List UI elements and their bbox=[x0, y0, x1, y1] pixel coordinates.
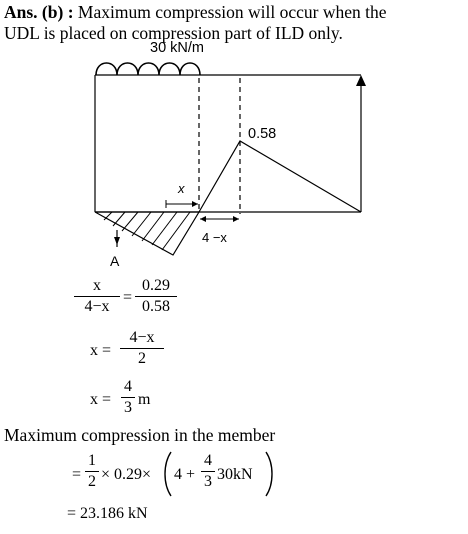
eq1-lhs-den: 4−x bbox=[84, 298, 110, 315]
x-dim-arrow-right bbox=[192, 201, 198, 207]
point-a-arrow-head bbox=[114, 237, 120, 245]
point-a-label: A bbox=[110, 253, 120, 269]
compression-region bbox=[95, 212, 199, 255]
answer-label: Ans. (b) : bbox=[4, 2, 74, 22]
eq1-equals: = bbox=[123, 289, 133, 306]
intro-line-1-text: Maximum compression will occur when the bbox=[73, 2, 387, 22]
eq2-den: 2 bbox=[138, 350, 146, 367]
eq1-lhs-bar bbox=[74, 296, 120, 297]
load-label: 30 kN/m bbox=[150, 40, 204, 56]
eq2-bar bbox=[120, 348, 164, 349]
eq3-lhs: x = bbox=[90, 391, 112, 408]
eq3-fraction bbox=[121, 378, 135, 417]
four-minus-x-arrow-right bbox=[233, 216, 239, 222]
udl-coils bbox=[96, 63, 200, 75]
eq4-right-paren bbox=[264, 450, 276, 498]
four-minus-x-arrow-left bbox=[200, 216, 206, 222]
eq3-bar bbox=[121, 397, 135, 398]
eq4-half-den: 2 bbox=[88, 473, 96, 490]
eq4-inner-den: 3 bbox=[204, 473, 212, 490]
eq1-lhs-num: x bbox=[93, 277, 101, 294]
eq4-half-num: 1 bbox=[88, 452, 96, 469]
eq4-half-bar bbox=[85, 471, 99, 472]
eq4-left-paren bbox=[161, 450, 173, 498]
result-line: = 23.186 kN bbox=[67, 505, 148, 522]
eq4-half-fraction bbox=[85, 452, 99, 491]
eq4-equals: = bbox=[72, 466, 82, 483]
intro-line-2: UDL is placed on compression part of ILD only. bbox=[4, 23, 343, 43]
eq4-inner-fraction bbox=[201, 452, 215, 491]
eq4-inner-a: 4 + bbox=[174, 466, 196, 483]
x-dimension-label: x bbox=[178, 181, 185, 196]
eq1-rhs-den: 0.58 bbox=[142, 298, 170, 315]
eq3-den: 3 bbox=[124, 399, 132, 416]
eq1-rhs-num: 0.29 bbox=[142, 277, 170, 294]
eq2-num: 4−x bbox=[129, 329, 155, 346]
eq1-rhs-fraction bbox=[135, 277, 177, 316]
eq1-lhs-fraction bbox=[74, 277, 120, 316]
eq2-lhs: x = bbox=[90, 342, 112, 359]
ild-triangle bbox=[199, 141, 361, 212]
eq2-fraction bbox=[120, 329, 164, 368]
eq4-middle: × 0.29× bbox=[101, 466, 152, 483]
eq1-rhs-bar bbox=[135, 296, 177, 297]
max-compression-heading: Maximum compression in the member bbox=[4, 425, 276, 445]
eq3-num: 4 bbox=[124, 378, 132, 395]
eq4-inner-bar bbox=[201, 471, 215, 472]
eq4-inner-num: 4 bbox=[204, 452, 212, 469]
right-arrow-head bbox=[356, 75, 366, 86]
eq4-inner-b: 30kN bbox=[217, 466, 253, 483]
eq3-unit: m bbox=[138, 391, 151, 408]
four-minus-x-label: 4 −x bbox=[202, 230, 227, 245]
peak-label: 0.58 bbox=[248, 126, 277, 142]
